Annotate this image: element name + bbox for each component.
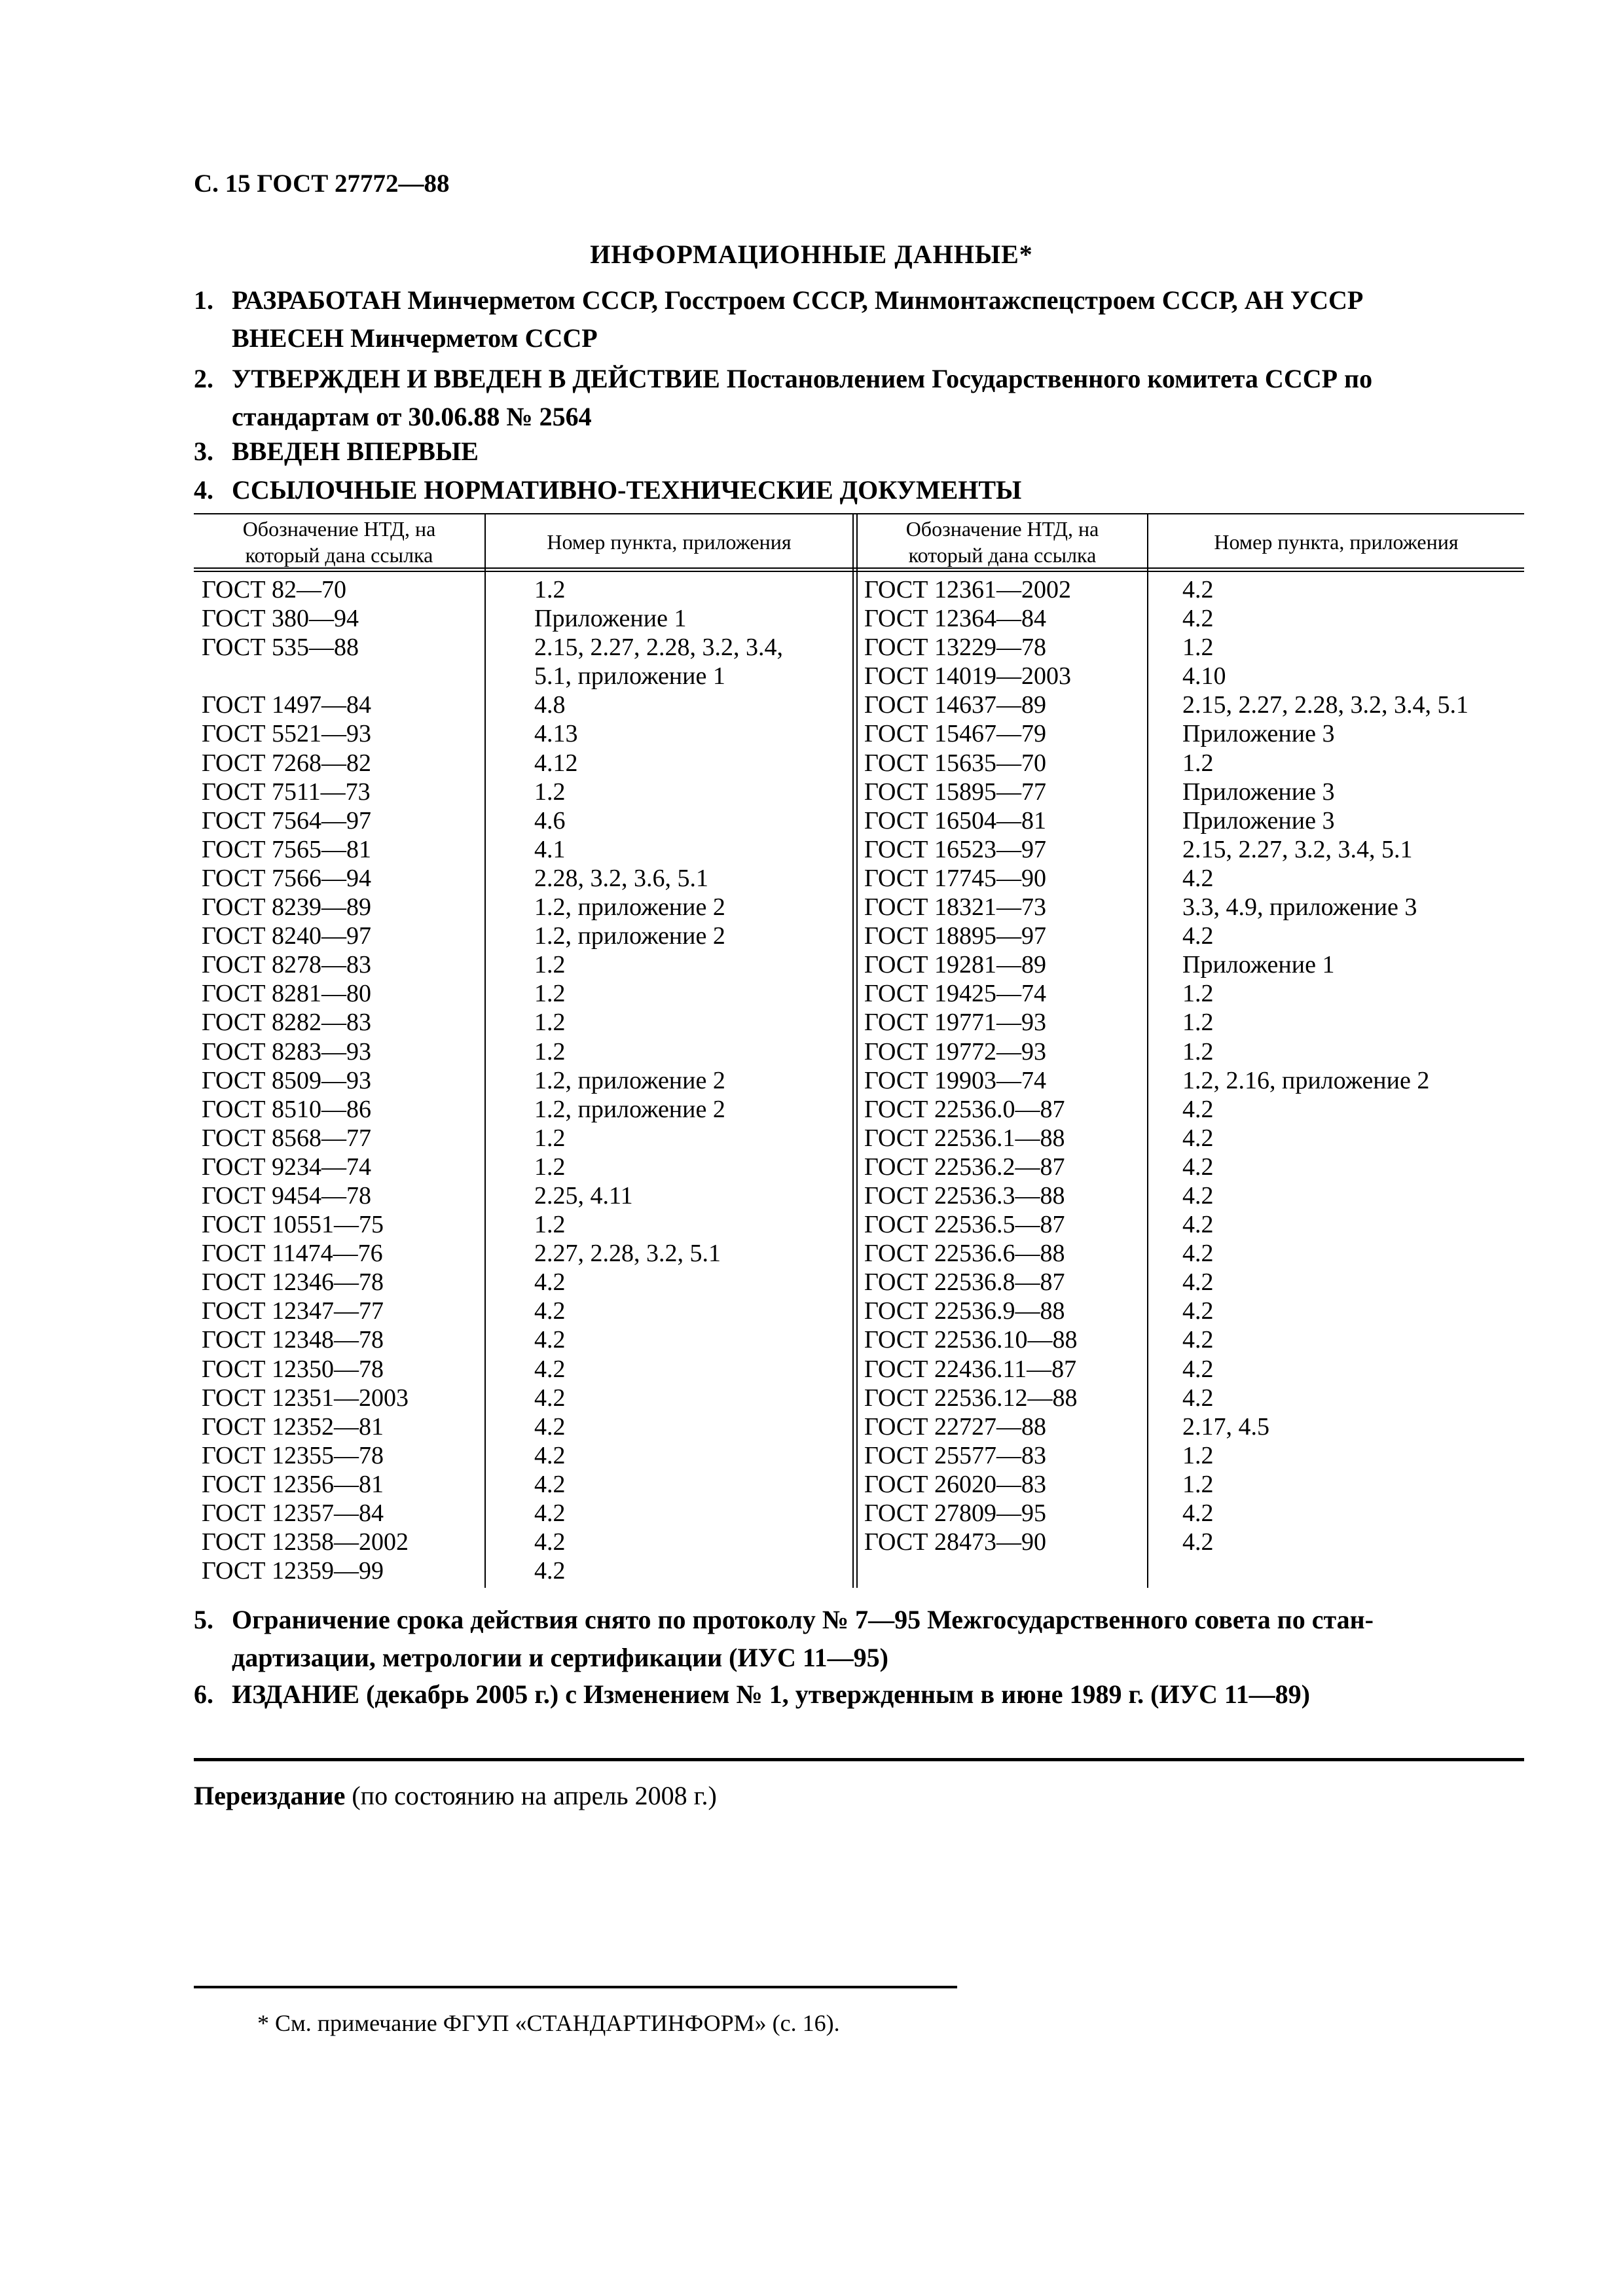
table-cell-clause: 2.17, 4.5 [1182, 1412, 1269, 1441]
item-heading: РАЗРАБОТАН [232, 285, 401, 315]
table-cell-doc [202, 662, 409, 691]
table-cell-doc: ГОСТ 19903—74 [864, 1066, 1046, 1094]
item-text: (декабрь 2005 г.) с Изменением № 1, утвержденным в июне 1989 г. (ИУС 11—89) [359, 1679, 1310, 1709]
table-cell-clause: 4.2 [534, 1268, 566, 1297]
table-cell-clause: 4.10 [1182, 662, 1226, 691]
item-number: 6. [194, 1679, 213, 1709]
table-cell-clause: 4.2 [1182, 1211, 1214, 1239]
table-cell-clause: 4.2 [1182, 1095, 1214, 1123]
table-cell-doc: ГОСТ 8281—80 [202, 980, 371, 1008]
info-item-2 [194, 360, 1503, 436]
table-cell-clause: 4.2 [1182, 1499, 1214, 1527]
table-cell-clause: Приложение 1 [1182, 951, 1335, 979]
table-cell-doc: ГОСТ 12356—81 [202, 1470, 384, 1498]
table-cell-doc: ГОСТ 1497—84 [202, 691, 371, 719]
table-cell-doc: ГОСТ 15467—79 [864, 720, 1046, 748]
table-cell-doc: ГОСТ 18895—97 [864, 922, 1046, 950]
table-header-rule-2 [194, 571, 1524, 572]
table-cell-doc: ГОСТ 22727—88 [864, 1412, 1046, 1441]
table-cell-doc: ГОСТ 12361—2002 [864, 576, 1071, 603]
item-heading: ВВЕДЕН ВПЕРВЫЕ [232, 437, 479, 466]
table-cell-doc: ГОСТ 16504—81 [864, 806, 1046, 834]
table-cell-clause: 4.2 [534, 1326, 566, 1354]
table-cell-clause: 4.2 [534, 1297, 566, 1325]
item-heading: ИЗДАНИЕ [232, 1679, 360, 1709]
table-cell-clause: 4.2 [534, 1412, 566, 1441]
footnote-divider [194, 1986, 957, 1988]
table-cell-doc: ГОСТ 12351—2003 [202, 1384, 409, 1412]
table-cell-doc: ГОСТ 8509—93 [202, 1066, 371, 1094]
table-cell-doc: ГОСТ 9234—74 [202, 1153, 371, 1181]
table-cell-clause: 1.2 [1182, 634, 1214, 662]
table-cell-clause: 2.15, 2.27, 3.2, 3.4, 5.1 [1182, 835, 1413, 863]
table-cell-clause: 4.8 [534, 691, 566, 719]
table-cell-clause: 4.1 [534, 835, 566, 863]
reissue-label: Переиздание [194, 1781, 346, 1810]
table-cell-doc: ГОСТ 22536.2—87 [864, 1153, 1065, 1181]
table-cell-doc: ГОСТ 16523—97 [864, 835, 1046, 863]
table-cell-clause: 1.2 [1182, 749, 1214, 777]
table-cell-clause: 1.2 [534, 951, 566, 979]
table-cell-clause: 3.3, 4.9, приложение 3 [1182, 893, 1417, 922]
table-cell-clause: Приложение 3 [1182, 720, 1335, 748]
table-cell-clause: 1.2, приложение 2 [534, 1095, 725, 1123]
table-cell-clause: 2.27, 2.28, 3.2, 5.1 [534, 1240, 721, 1268]
table-cell-clause: 4.2 [1182, 1384, 1214, 1412]
table-cell-doc: ГОСТ 5521—93 [202, 720, 371, 748]
table-cell-clause: 1.2 [1182, 1009, 1214, 1037]
table-cell-clause: 1.2 [1182, 1037, 1214, 1066]
table-divider [1147, 513, 1148, 1588]
table-cell-clause: 1.2 [534, 1153, 566, 1181]
item-number: 3. [194, 437, 213, 466]
table-cell-doc: ГОСТ 22536.12—88 [864, 1384, 1078, 1412]
table-cell-clause: 1.2, приложение 2 [534, 922, 725, 950]
table-cell-doc: ГОСТ 8510—86 [202, 1095, 371, 1123]
item-text-2: Минчерметом СССР [344, 323, 598, 353]
table-cell-clause: 1.2, 2.16, приложение 2 [1182, 1066, 1430, 1094]
table-cell-doc: ГОСТ 22536.3—88 [864, 1181, 1065, 1210]
table-cell-doc: ГОСТ 12357—84 [202, 1499, 384, 1527]
page-title: ИНФОРМАЦИОННЫЕ ДАННЫЕ* [590, 240, 1033, 269]
table-cell-doc: ГОСТ 22536.5—87 [864, 1211, 1065, 1239]
table-cell-clause: 1.2 [534, 576, 566, 603]
table-top-rule [194, 513, 1524, 514]
table-cell-clause: 4.2 [1182, 922, 1214, 950]
table-cell-clause: 4.2 [534, 1441, 566, 1469]
table-cell-clause: 2.28, 3.2, 3.6, 5.1 [534, 864, 708, 892]
table-cell-doc: ГОСТ 22536.8—87 [864, 1268, 1065, 1297]
table-cell-clause: 4.2 [534, 1470, 566, 1498]
table-cell-doc: ГОСТ 12364—84 [864, 605, 1046, 633]
table-cell-doc: ГОСТ 19772—93 [864, 1037, 1046, 1066]
table-cell-doc: ГОСТ 19425—74 [864, 980, 1046, 1008]
table-cell-clause: 4.2 [534, 1355, 566, 1383]
table-divider [852, 513, 854, 1588]
table-cell-clause: 2.15, 2.27, 2.28, 3.2, 3.4, 5.1 [1182, 691, 1468, 719]
table-cell-doc: ГОСТ 27809—95 [864, 1499, 1046, 1527]
table-cell-clause: 4.2 [1182, 864, 1214, 892]
table-cell-doc: ГОСТ 12347—77 [202, 1297, 384, 1325]
info-item-1 [194, 281, 1503, 357]
item-text: Ограничение срока действия снято по протоколу № 7—95 Межгосударственного совета по стан- [232, 1605, 1374, 1634]
header-right-clause: Номер пункта, приложения [1214, 530, 1459, 554]
table-cell-doc: ГОСТ 8239—89 [202, 893, 371, 922]
table-cell-doc: ГОСТ 12358—2002 [202, 1528, 409, 1556]
table-cell-doc: ГОСТ 17745—90 [864, 864, 1046, 892]
table-cell-clause: Приложение 3 [1182, 778, 1335, 806]
table-cell-clause: 1.2 [534, 1009, 566, 1037]
table-cell-doc: ГОСТ 8240—97 [202, 922, 371, 950]
item-number: 5. [194, 1605, 213, 1634]
table-divider [856, 513, 858, 1588]
table-cell-clause: 1.2, приложение 2 [534, 893, 725, 922]
table-cell-clause: 2.25, 4.11 [534, 1181, 633, 1210]
table-cell-clause: 1.2 [534, 980, 566, 1008]
table-cell-doc: ГОСТ 25577—83 [864, 1441, 1046, 1469]
table-cell-doc: ГОСТ 8568—77 [202, 1124, 371, 1152]
table-cell-doc: ГОСТ 7564—97 [202, 806, 371, 834]
table-cell-clause: 2.15, 2.27, 2.28, 3.2, 3.4, [534, 634, 783, 662]
table-cell-doc: ГОСТ 12355—78 [202, 1441, 384, 1469]
item-heading: ССЫЛОЧНЫЕ НОРМАТИВНО-ТЕХНИЧЕСКИЕ ДОКУМЕНТЫ [232, 475, 1022, 505]
info-item-4 [194, 471, 1503, 509]
table-cell-doc: ГОСТ 26020—83 [864, 1470, 1046, 1498]
left-doc-column [202, 575, 409, 1585]
table-cell-clause: 4.12 [534, 749, 578, 777]
info-item-3 [194, 433, 1503, 471]
table-cell-clause: 4.2 [534, 1557, 566, 1585]
reissue-text: (по состоянию на апрель 2008 г.) [345, 1781, 717, 1810]
table-cell-clause: 1.2 [534, 1037, 566, 1066]
left-clause-column [534, 575, 783, 1585]
table-cell-clause: 4.13 [534, 720, 578, 748]
table-cell-doc: ГОСТ 19281—89 [864, 951, 1046, 979]
table-cell-doc: ГОСТ 22536.1—88 [864, 1124, 1065, 1152]
item-number: 4. [194, 475, 213, 505]
table-cell-doc: ГОСТ 28473—90 [864, 1528, 1046, 1556]
table-cell-doc: ГОСТ 22536.0—87 [864, 1095, 1065, 1123]
table-cell-doc: ГОСТ 8278—83 [202, 951, 371, 979]
table-cell-doc: ГОСТ 13229—78 [864, 634, 1046, 662]
table-cell-clause: 4.2 [1182, 1153, 1214, 1181]
table-cell-clause: 4.2 [1182, 1240, 1214, 1268]
table-cell-clause: 4.2 [1182, 1268, 1214, 1297]
table-cell-doc: ГОСТ 14019—2003 [864, 662, 1071, 691]
table-cell-clause: 4.2 [534, 1499, 566, 1527]
table-cell-clause: 4.2 [1182, 1528, 1214, 1556]
table-cell-clause: 4.2 [1182, 1124, 1214, 1152]
header-left-doc: Обозначение НТД, на который дана ссылка [242, 517, 436, 567]
table-cell-clause: 4.2 [534, 1528, 566, 1556]
table-cell-doc: ГОСТ 82—70 [202, 576, 346, 603]
table-cell-doc: ГОСТ 22436.11—87 [864, 1355, 1077, 1383]
table-cell-doc: ГОСТ 12348—78 [202, 1326, 384, 1354]
table-cell-clause: 4.2 [1182, 1326, 1214, 1354]
table-cell-clause: 1.2 [1182, 980, 1214, 1008]
table-cell-clause: 4.2 [534, 1384, 566, 1412]
table-cell-doc: ГОСТ 15895—77 [864, 778, 1046, 806]
item-text-2: стандартам от 30.06.88 № 2564 [232, 402, 592, 431]
table-cell-clause: 1.2 [534, 778, 566, 806]
item-text: Минчерметом СССР, Госстроем СССР, Минмонтажспецстроем СССР, АН УССР [401, 285, 1364, 315]
table-cell-doc: ГОСТ 22536.6—88 [864, 1240, 1065, 1268]
right-doc-column [864, 575, 1078, 1556]
table-cell-clause: 4.2 [1182, 1181, 1214, 1210]
table-divider [484, 513, 486, 1588]
reissue-note [194, 1780, 717, 1811]
table-cell-doc: ГОСТ 9454—78 [202, 1181, 371, 1210]
table-cell-doc: ГОСТ 19771—93 [864, 1009, 1046, 1037]
table-cell-doc: ГОСТ 15635—70 [864, 749, 1046, 777]
item-heading-2: ВНЕСЕН [232, 323, 344, 353]
section-divider [194, 1758, 1524, 1761]
table-cell-doc: ГОСТ 8282—83 [202, 1009, 371, 1037]
item-number: 1. [194, 285, 213, 315]
table-cell-doc: ГОСТ 380—94 [202, 605, 359, 633]
right-clause-column [1182, 575, 1468, 1556]
table-cell-doc: ГОСТ 11474—76 [202, 1240, 383, 1268]
table-cell-clause: Приложение 1 [534, 605, 687, 633]
table-cell-doc: ГОСТ 14637—89 [864, 691, 1046, 719]
item-number: 2. [194, 364, 213, 393]
item-text-2: дартизации, метрологии и сертификации (ИУС 11—95) [232, 1643, 888, 1672]
table-cell-clause: 1.2 [1182, 1470, 1214, 1498]
table-cell-clause: 1.2 [534, 1124, 566, 1152]
table-cell-clause: 4.2 [1182, 576, 1214, 603]
table-cell-doc: ГОСТ 12359—99 [202, 1557, 384, 1585]
table-cell-clause: 1.2 [534, 1211, 566, 1239]
table-cell-clause: 4.6 [534, 806, 566, 834]
table-cell-doc: ГОСТ 8283—93 [202, 1037, 371, 1066]
table-cell-doc: ГОСТ 22536.9—88 [864, 1297, 1065, 1325]
footnote: * См. примечание ФГУП «СТАНДАРТИНФОРМ» (с. 16). [257, 2010, 840, 2036]
table-cell-clause: 5.1, приложение 1 [534, 662, 725, 691]
info-item-5 [194, 1601, 1503, 1677]
table-cell-doc: ГОСТ 18321—73 [864, 893, 1046, 922]
table-cell-doc: ГОСТ 12346—78 [202, 1268, 384, 1297]
table-cell-clause: Приложение 3 [1182, 806, 1335, 834]
table-cell-clause: 1.2, приложение 2 [534, 1066, 725, 1094]
table-cell-doc: ГОСТ 7268—82 [202, 749, 371, 777]
item-text: Постановлением Государственного комитета СССР по [720, 364, 1373, 393]
table-cell-doc: ГОСТ 12352—81 [202, 1412, 384, 1441]
page-header: С. 15 ГОСТ 27772—88 [194, 170, 450, 198]
header-left-clause: Номер пункта, приложения [547, 530, 792, 554]
table-cell-doc: ГОСТ 10551—75 [202, 1211, 384, 1239]
table-cell-doc: ГОСТ 7566—94 [202, 864, 371, 892]
table-cell-clause: 4.2 [1182, 1355, 1214, 1383]
table-cell-doc: ГОСТ 7511—73 [202, 778, 371, 806]
table-cell-doc: ГОСТ 535—88 [202, 634, 359, 662]
info-item-6 [194, 1676, 1503, 1713]
table-cell-clause: 4.2 [1182, 605, 1214, 633]
table-cell-clause: 1.2 [1182, 1441, 1214, 1469]
table-cell-doc: ГОСТ 12350—78 [202, 1355, 384, 1383]
table-cell-doc: ГОСТ 22536.10—88 [864, 1326, 1078, 1354]
header-right-doc: Обозначение НТД, на который дана ссылка [905, 517, 1099, 567]
table-cell-doc: ГОСТ 7565—81 [202, 835, 371, 863]
table-cell-clause: 4.2 [1182, 1297, 1214, 1325]
item-heading: УТВЕРЖДЕН И ВВЕДЕН В ДЕЙСТВИЕ [232, 364, 720, 393]
